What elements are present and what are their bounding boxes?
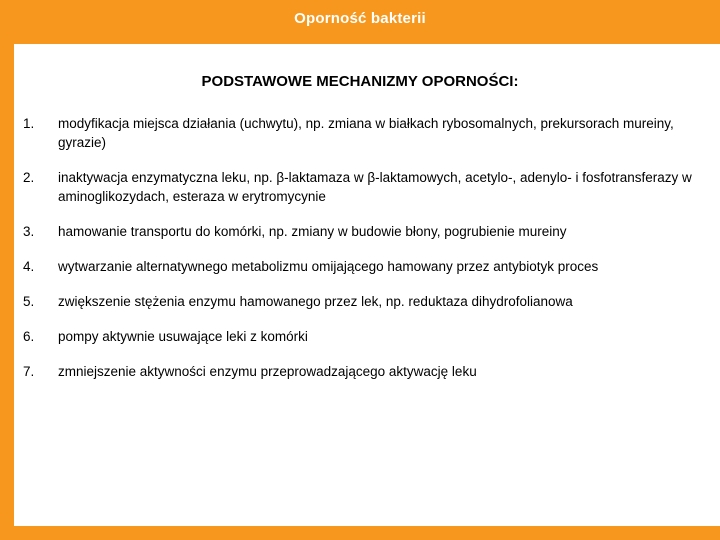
list-item-number: 4. xyxy=(23,259,35,274)
list-item xyxy=(14,168,720,206)
list-item xyxy=(14,362,720,381)
section-heading: PODSTAWOWE MECHANIZMY OPORNOŚCI: xyxy=(201,73,519,90)
list-item-text: wytwarzanie alternatywnego metabolizmu omijającego hamowany przez antybiotyk proces xyxy=(58,259,599,274)
list-item-text: zwiększenie stężenia enzymu hamowanego przez lek, np. reduktaza dihydrofolianowa xyxy=(58,294,573,309)
list-item-number: 6. xyxy=(23,329,35,344)
left-accent-bar xyxy=(0,44,14,540)
list-item xyxy=(14,257,720,276)
list-item xyxy=(14,292,720,311)
list-item-number: 1. xyxy=(23,116,35,131)
list-item-text: modyfikacja miejsca działania (uchwytu), np. zmiana w białkach rybosomalnych, prekursorach mureiny, gyrazie) xyxy=(58,116,674,150)
list-item-text: pompy aktywnie usuwające leki z komórki xyxy=(58,329,308,344)
list-item-number: 7. xyxy=(23,364,35,379)
list-item-text: inaktywacja enzymatyczna leku, np. β-laktamaza w β-laktamowych, acetylo-, adenylo- i fosfotransferazy w aminoglikozydach, esteraza w erytromycynie xyxy=(58,170,692,204)
list-item-number: 2. xyxy=(23,170,35,185)
slide-title: Oporność bakterii xyxy=(294,10,426,27)
list-item xyxy=(14,327,720,346)
list-item-number: 3. xyxy=(23,224,35,239)
list-item xyxy=(14,222,720,241)
list-item-text: hamowanie transportu do komórki, np. zmiany w budowie błony, pogrubienie mureiny xyxy=(58,224,567,239)
list-item-text: zmniejszenie aktywności enzymu przeprowadzającego aktywację leku xyxy=(58,364,477,379)
list-item xyxy=(14,114,720,152)
bottom-accent-bar xyxy=(0,526,720,540)
list-item-number: 5. xyxy=(23,294,35,309)
content-area xyxy=(14,44,720,526)
top-banner xyxy=(0,0,720,44)
mechanisms-list xyxy=(14,114,720,397)
